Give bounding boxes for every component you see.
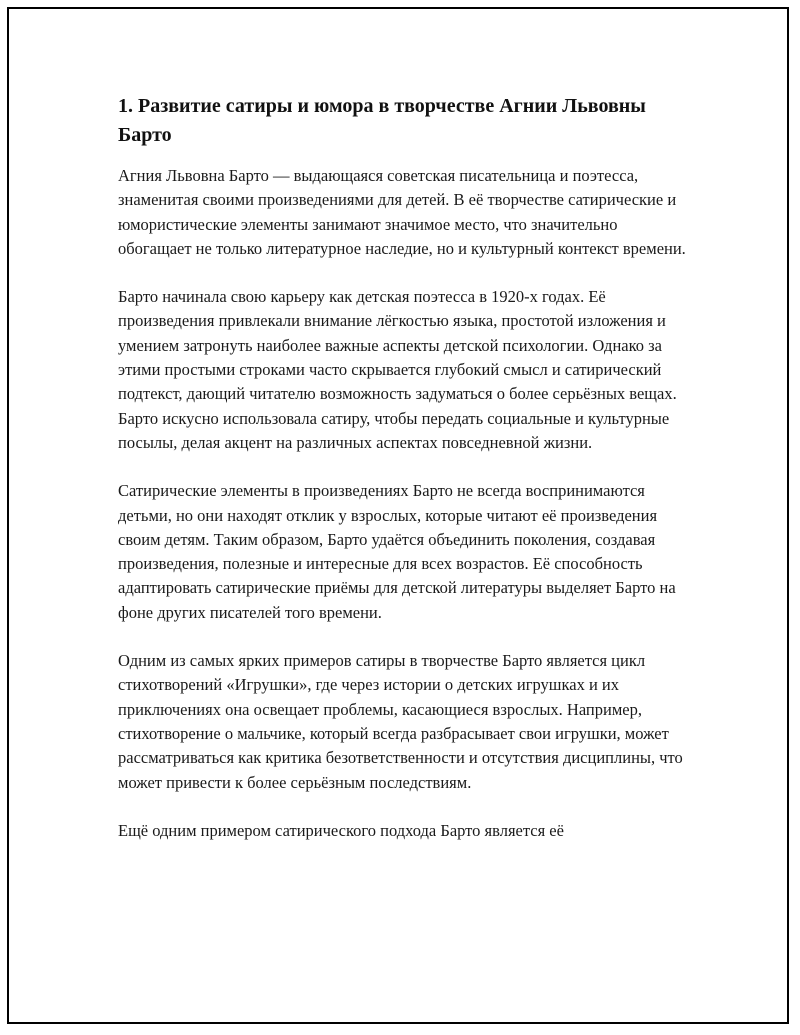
paragraph-career: Барто начинала свою карьеру как детская поэтесса в 1920-х годах. Её произведения привлекали внимание лёгкостью языка, простотой изложения и умением затронуть наиболее важные аспекты детской психологии. Однако за этими простыми строками часто скрывается глубокий смысл и сатирический подтекст, дающий читателю возможность задуматься о более серьёзных вещах. Барто искусно использовала сатиру, чтобы передать социальные и культурные посылы, делая акцент на различных аспектах повседневной жизни. [118,287,677,452]
paragraph-intro: Агния Львовна Барто — выдающаяся советская писательница и поэтесса, знаменитая своими произведениями для детей. В её творчестве сатирические и юмористические элементы занимают значимое место, что значительно обогащает не только литературное наследие, но и культурный контекст времени. [118,166,686,258]
paragraph-another-example: Ещё одним примером сатирического подхода Барто является её [118,820,564,840]
paragraph-satire-elements: Сатирические элементы в произведениях Барто не всегда воспринимаются детьми, но они находят отклик у взрослых, которые читают её произведения своим детям. Таким образом, Барто удаётся объединить поколения, создавая произведения, полезные и интересные для всех возрастов. Её способность адаптировать сатирические приёмы для детской литературы выделяет Барто на фоне других писателей того времени. [118,481,676,622]
section-heading: 1. Развитие сатиры и юмора в творчестве Агнии Львовны Барто [118,95,646,146]
paragraph-toys-example: Одним из самых ярких примеров сатиры в творчестве Барто является цикл стихотворений «Игрушки», где через истории о детских игрушках и их приключениях она освещает проблемы, касающиеся взрослых. Например, стихотворение о мальчике, который всегда разбрасывает свои игрушки, может рассматриваться как критика безответственности и отсутствия дисциплины, что может привести к более серьёзным последствиям. [118,651,683,792]
document-body [118,92,688,867]
